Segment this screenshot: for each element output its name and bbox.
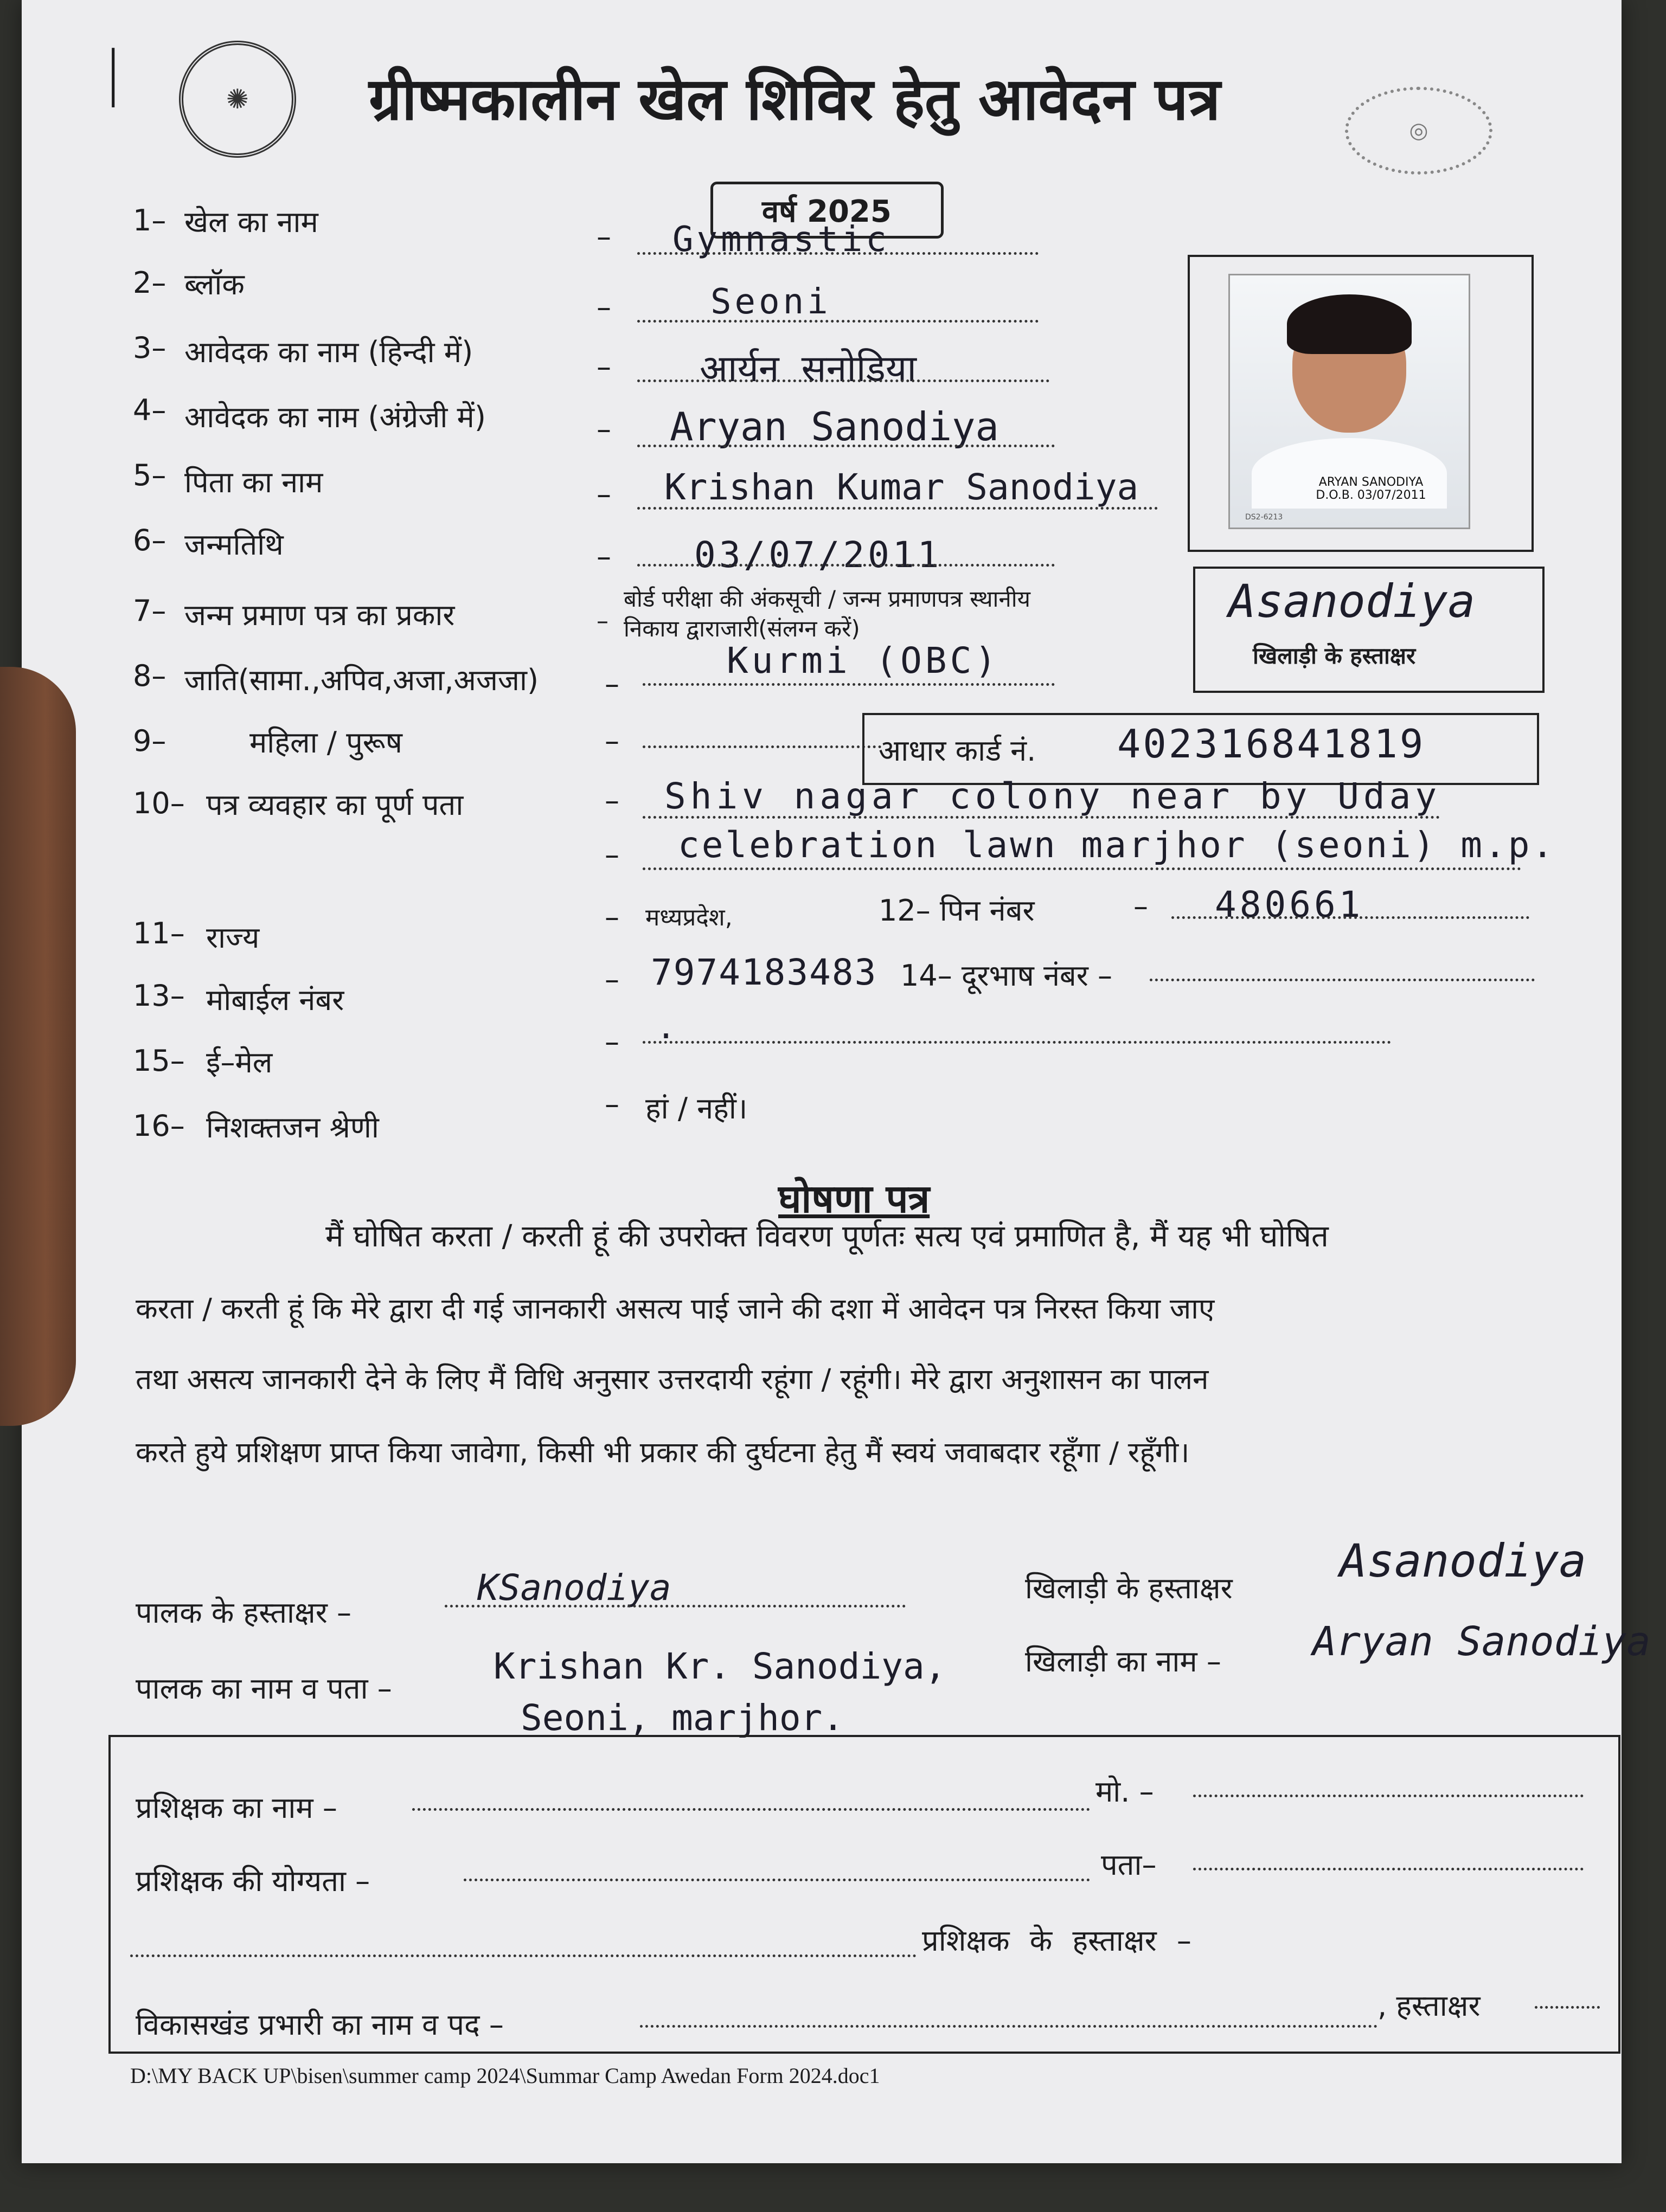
field-label-11: राज्य (206, 921, 260, 955)
field-value-2: Seoni (710, 282, 831, 322)
thumb (0, 667, 76, 1426)
field-line-2 (637, 320, 1039, 323)
field-value-7: बोर्ड परीक्षा की अंकसूची / जन्म प्रमाणपत्र स्थानीय (624, 586, 1030, 612)
aadhaar-label: आधार कार्ड नं. (879, 734, 1036, 768)
field-label-2: ब्लॉक (184, 267, 245, 301)
field-value-10b: celebration lawn marjhor (seoni) m.p. (678, 824, 1556, 866)
guardian-name-label: पालक का नाम व पता – (136, 1671, 392, 1706)
trainer-name-line (412, 1808, 1090, 1811)
phone-line (1150, 979, 1535, 981)
dash: – (605, 1025, 619, 1059)
guardian-signature: KSanodiya (477, 1567, 671, 1609)
applicant-photo (1228, 274, 1470, 529)
field-line-4 (637, 445, 1055, 447)
pin-value: 480661 (1215, 884, 1364, 925)
dash: – (1133, 889, 1148, 923)
trainer-sign-label: प्रशिक्षक के हस्ताक्षर – (922, 1924, 1191, 1958)
field-label-16: निशक्तजन श्रेणी (206, 1110, 379, 1144)
field-num-1: 1– (133, 203, 166, 237)
field-line-8 (643, 683, 1055, 686)
field-num-4: 4– (133, 393, 166, 427)
field-label-5: पिता का नाम (184, 465, 323, 499)
field-label-6: जन्मतिथि (184, 528, 284, 562)
field-value-16: हां / नहीं। (645, 1091, 748, 1126)
officer-sign-line (1535, 2006, 1600, 2009)
field-value-6: 03/07/2011 (694, 534, 943, 576)
field-line-9 (643, 745, 881, 748)
field-value-1: Gymnastic (672, 220, 890, 260)
dash: – (597, 539, 611, 574)
field-value-4: Aryan Sanodiya (670, 404, 999, 449)
field-line-6 (637, 564, 1055, 567)
field-label-4: आवेदक का नाम (अंग्रेजी में) (184, 400, 486, 434)
photo-name: ARYAN SANODIYA (1318, 475, 1424, 489)
year-badge-text: वर्ष 2025 (762, 194, 892, 229)
field-label-7: जन्म प्रमाण पत्र का प्रकार (184, 598, 455, 632)
photo-code: DS2-6213 (1245, 513, 1283, 522)
dash: – (605, 667, 619, 701)
trainer-addr-line (1193, 1868, 1584, 1870)
field-num-15: 15– (133, 1044, 185, 1078)
field-label-8: जाति(सामा.,अपिव,अजा,अजजा) (184, 663, 539, 697)
field-num-16: 16– (133, 1109, 185, 1143)
application-form-paper (22, 0, 1651, 2163)
photo-dob: D.O.B. 03/07/2011 (1316, 488, 1426, 502)
field-line-10b (643, 867, 1521, 870)
trainer-mobile-label: मो. – (1095, 1774, 1154, 1809)
guardian-sign-line (445, 1605, 906, 1607)
office-stamp-icon: ◎ (1345, 87, 1492, 175)
trainer-addr-label: पता– (1101, 1848, 1157, 1882)
field-num-11: 11– (133, 916, 185, 950)
dash: – (605, 724, 619, 758)
player-name-label: खिलाड़ी का नाम – (1025, 1644, 1221, 1679)
pin-line (1171, 916, 1529, 919)
field-num-2: 2– (133, 266, 166, 300)
phone-label: 14– दूरभाष नंबर – (900, 959, 1113, 993)
field-value-15: . (656, 1008, 676, 1046)
trainer-qual-line (464, 1879, 1090, 1881)
field-value-11: मध्यप्रदेश, (645, 904, 733, 931)
field-line-1 (637, 252, 1039, 255)
trainer-mobile-line (1193, 1795, 1584, 1797)
officer-label: विकासखंड प्रभारी का नाम व पद – (136, 2008, 504, 2042)
declaration-line-4: करते हुये प्रशिक्षण प्राप्त किया जावेगा, किसी भी प्रकार की दुर्घटना हेतु मैं स्वयं जवाबदार रहूँगा / रहूँगी। (136, 1436, 1190, 1469)
pin-label: 12– पिन नंबर (879, 893, 1035, 928)
field-line-5 (637, 507, 1158, 510)
field-num-5: 5– (133, 458, 166, 492)
field-value-7b: निकाय द्वाराजारी(संलग्न करें) (624, 615, 860, 642)
declaration-heading: घोषणा पत्र (778, 1176, 930, 1221)
dash: – (597, 350, 611, 384)
sign-box-signature: Asanodiya (1228, 575, 1476, 628)
sign-box-caption: खिलाड़ी के हस्ताक्षर (1253, 642, 1416, 669)
dash: – (597, 412, 611, 446)
field-label-9: महिला / पुरूष (249, 725, 402, 760)
dash: – (605, 783, 619, 818)
declaration-line-2: करता / करती हूं कि मेरे द्वारा दी गई जानकारी असत्य पाई जाने की दशा में आवेदन पत्र निरस्त किया जाए (136, 1293, 1215, 1326)
field-num-10: 10– (133, 786, 185, 820)
footer-file-path: D:\MY BACK UP\bisen\summer camp 2024\Summar Camp Awedan Form 2024.doc1 (130, 2063, 880, 2088)
declaration-line-1: मैं घोषित करता / करती हूं की उपरोक्त विवरण पूर्णतः सत्य एवं प्रमाणित है, मैं यह भी घोषित (325, 1219, 1329, 1254)
guardian-address: Seoni, marjhor. (521, 1697, 844, 1739)
field-value-8: Kurmi (OBC) (727, 640, 1000, 681)
dash: – (597, 290, 611, 324)
field-value-3: आर्यन सनोडिया (700, 348, 917, 390)
field-line-10 (643, 816, 1440, 819)
dash: – (597, 477, 611, 511)
form-title: ग्रीष्मकालीन खेल शिविर हेतु आवेदन पत्र (369, 66, 1221, 133)
dash: – (597, 220, 611, 254)
emblem-seal-icon: ✺ (179, 41, 296, 158)
field-num-13: 13– (133, 979, 185, 1013)
field-value-10: Shiv nagar colony near by Uday (664, 775, 1441, 817)
field-num-6: 6– (133, 523, 166, 557)
field-num-7: 7– (133, 594, 166, 628)
field-num-8: 8– (133, 659, 166, 693)
dash: – (605, 1087, 619, 1121)
guardian-sign-label: पालक के हस्ताक्षर – (136, 1596, 351, 1630)
field-label-13: मोबाईल नंबर (206, 983, 344, 1017)
aadhaar-value: 402316841819 (1117, 721, 1426, 767)
player-sign-label: खिलाड़ी के हस्ताक्षर (1025, 1571, 1233, 1605)
field-num-3: 3– (133, 331, 166, 365)
field-line-3 (637, 380, 1049, 382)
left-mark: | (103, 38, 124, 107)
officer-line (640, 2025, 1377, 2028)
field-label-3: आवेदक का नाम (हिन्दी में) (184, 335, 473, 369)
trainer-name-label: प्रशिक्षक का नाम – (136, 1791, 337, 1825)
field-value-5: Krishan Kumar Sanodiya (664, 466, 1139, 508)
guardian-name: Krishan Kr. Sanodiya, (494, 1645, 946, 1687)
officer-sign-label: , हस्ताक्षर (1377, 1989, 1481, 2023)
field-label-1: खेल का नाम (184, 205, 318, 239)
trainer-qual-label: प्रशिक्षक की योग्यता – (136, 1864, 370, 1898)
field-num-9: 9– (133, 724, 166, 758)
email-line (643, 1041, 1391, 1044)
trainer-extra-line (130, 1954, 917, 1957)
dash: – (605, 838, 619, 872)
dash: – (605, 900, 619, 934)
dash: – (605, 962, 619, 996)
field-label-10: पत्र व्यवहार का पूर्ण पता (206, 788, 464, 822)
field-value-13: 7974183483 (651, 951, 877, 993)
field-label-15: ई–मेल (206, 1045, 273, 1079)
player-name: Aryan Sanodiya (1312, 1618, 1651, 1665)
player-signature: Asanodiya (1340, 1534, 1587, 1587)
declaration-line-3: तथा असत्य जानकारी देने के लिए मैं विधि अनुसार उत्तरदायी रहूंगा / रहूंगी। मेरे द्वारा अनुशासन का पालन (136, 1363, 1209, 1396)
dash: – (597, 607, 608, 635)
